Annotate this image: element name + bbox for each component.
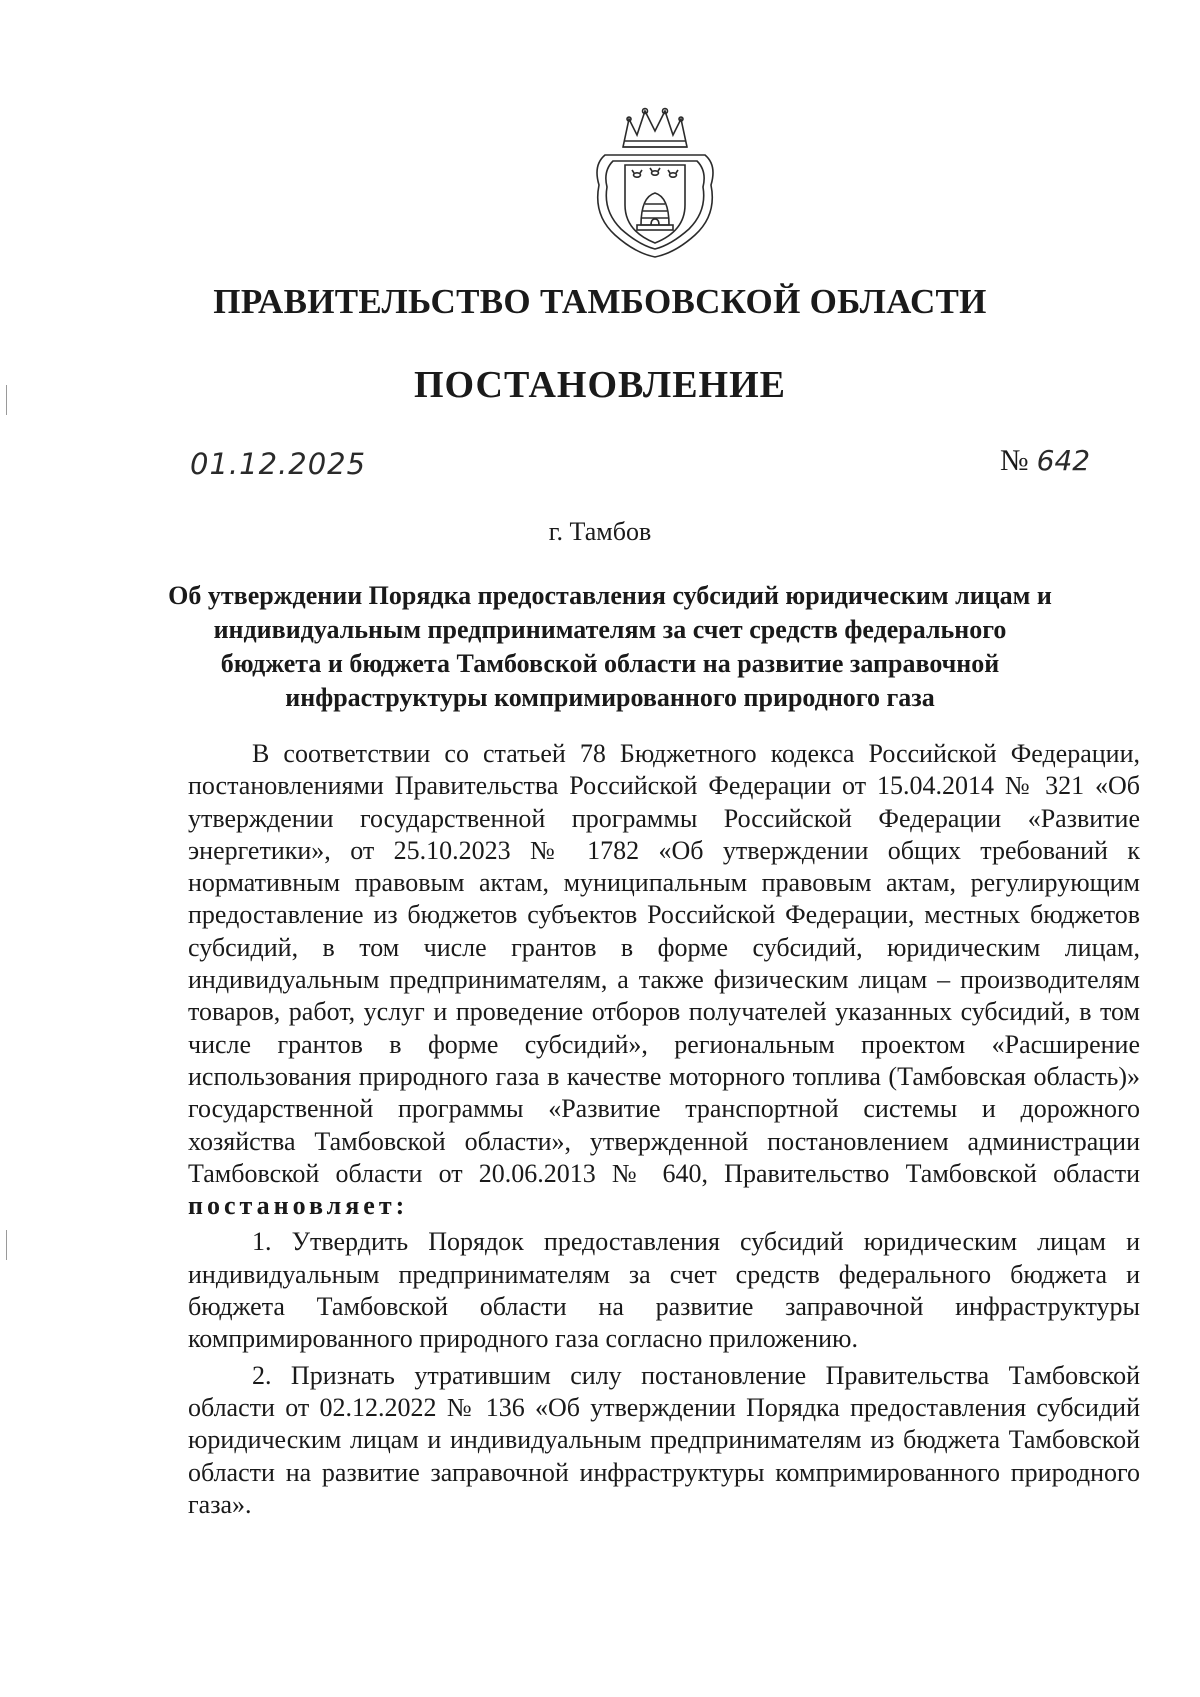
document-number — [1000, 444, 1090, 478]
organization-name: ПРАВИТЕЛЬСТВО ТАМБОВСКОЙ ОБЛАСТИ — [213, 282, 987, 321]
list-item-1: 1. Утвердить Порядок предоставления субсидий юридическим лицам и индивидуальным предпринимателям за счет средств федерального бюджета и бюджета Тамбовской области на развитие заправочной инфраструктуры компримированного природного газа согласно приложению. — [188, 1227, 1140, 1354]
coat-of-arms-icon — [585, 105, 725, 260]
document-type-title: ПОСТАНОВЛЕНИЕ — [413, 364, 787, 406]
resolution-keyword: постановляет: — [188, 1191, 409, 1221]
list-item-2: 2. Признать утратившим силу постановление Правительства Тамбовской области от 02.12.2022 № 136 «Об утверждении Порядка предоставления субсидий юридическим лицам и индивидуальным предпринимателям из бюджета Тамбовской области на развитие заправочной инфраструктуры компримированного природного газа». — [188, 1360, 1140, 1519]
document-subject: Об утверждении Порядка предоставления субсидий юридическим лицам и индивидуальным предпринимателям за счет средств федерального бюджета и бюджета Тамбовской области на развитие заправочной инфраструктуры компримированного природного газа — [168, 581, 1052, 712]
document-date: 01.12.2025 — [190, 447, 367, 481]
city-line: г. Тамбов — [548, 517, 652, 546]
scan-margin-mark — [6, 385, 7, 415]
number-sign: № — [1000, 444, 1029, 477]
preamble-text: В соответствии со статьей 78 Бюджетного кодекса Российской Федерации, постановлениями Правительства Российской Федерации от 15.04.2014 № 321 «Об утверждении государственной программы Российской Федерации «Развитие энергетики», от 25.10.2023 № 1782 «Об утверждении общих требований к нормативным правовым актам, муниципальным правовым актам, регулирующим предоставление из бюджетов субъектов Российской Федерации, местных бюджетов субсидий, в том числе грантов в форме субсидий, юридическим лицам, индивидуальным предпринимателям, а также физическим лицам – производителям товаров, работ, услуг и проведение отборов получателей указанных субсидий, в том числе грантов в форме субсидий», региональным проектом «Расширение использования природного газа в качестве моторного топлива (Тамбовская область)» государственной программы «Развитие транспортной системы и дорожного хозяйства Тамбовской области», утвержденной постановлением администрации Тамбовской области от 20.06.2013 № 640, Правительство Тамбовской области — [188, 739, 1140, 1188]
preamble-paragraph — [188, 738, 1140, 1222]
scan-margin-mark — [6, 1230, 7, 1260]
document-body — [188, 738, 1140, 1521]
number-value: 642 — [1036, 444, 1091, 477]
